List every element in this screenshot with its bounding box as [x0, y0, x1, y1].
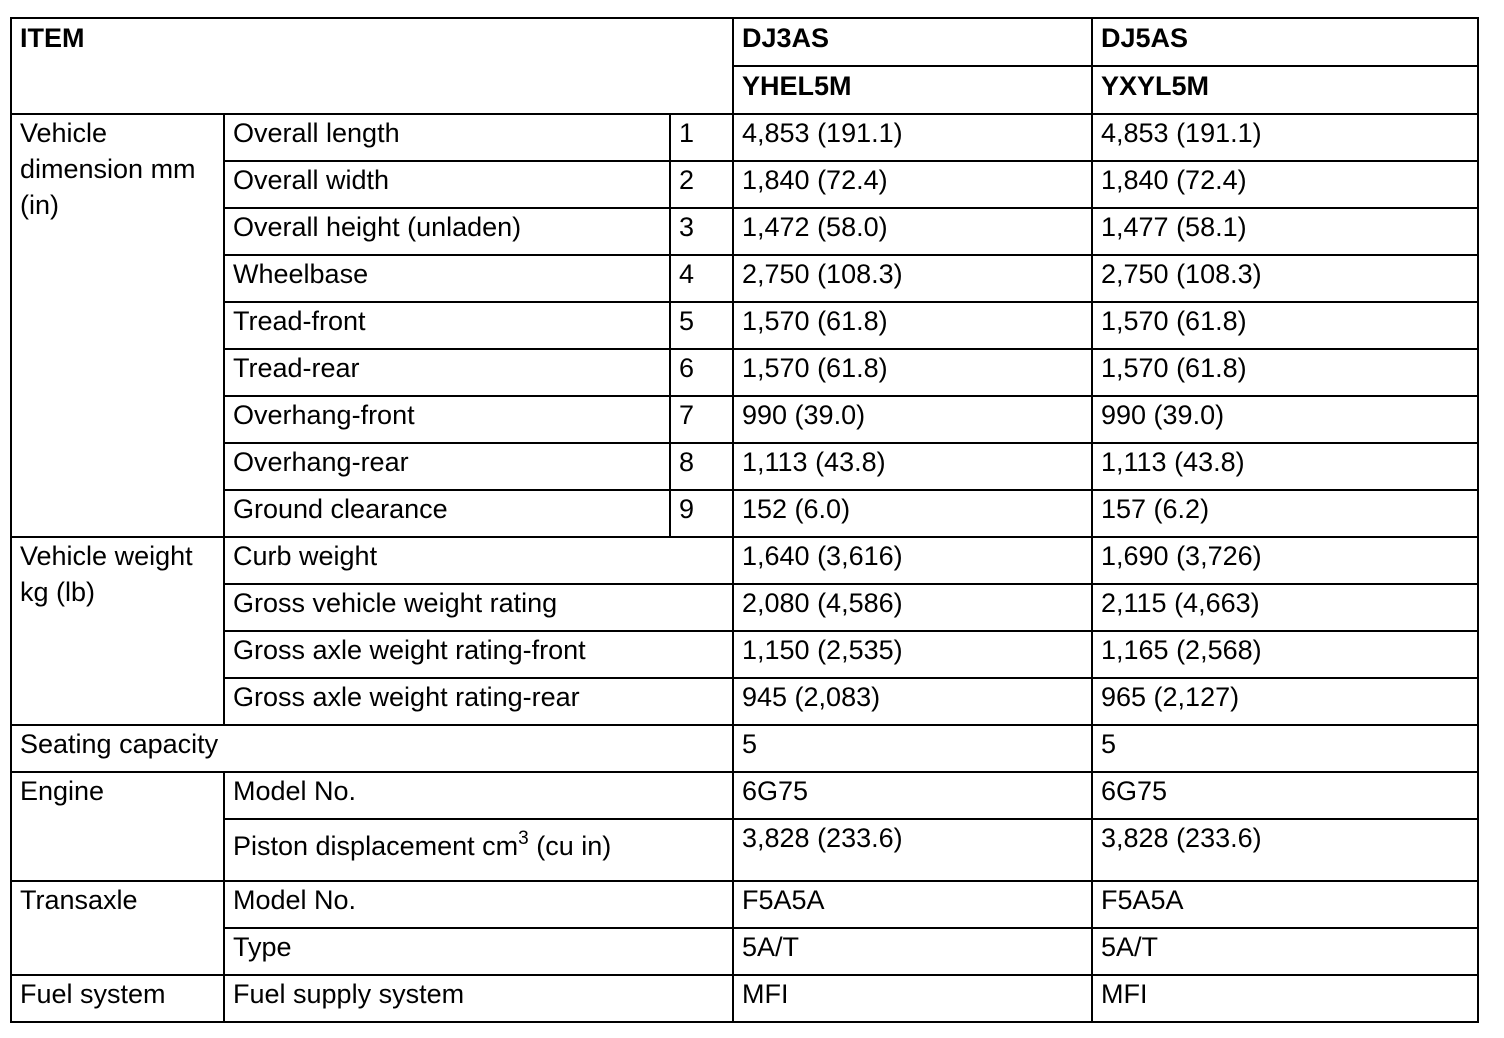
table-row: [11, 161, 1478, 208]
value-model-2: F5A5A: [1092, 881, 1478, 928]
value-model-1: 1,472 (58.0): [733, 208, 1092, 255]
row-label: Overhang-rear: [224, 443, 670, 490]
value-model-2: 1,570 (61.8): [1092, 349, 1478, 396]
value-model-2: 990 (39.0): [1092, 396, 1478, 443]
value-model-1: 1,570 (61.8): [733, 302, 1092, 349]
displacement-label: Piston displacement cm: [233, 831, 519, 861]
row-label: Gross vehicle weight rating: [224, 584, 733, 631]
item-header: ITEM: [11, 18, 733, 114]
value-model-2: 157 (6.2): [1092, 490, 1478, 537]
table-row: [11, 975, 1478, 1022]
transaxle-group-label: Transaxle: [11, 881, 224, 975]
value-model-1: 945 (2,083): [733, 678, 1092, 725]
table-row: [11, 631, 1478, 678]
header-row: [11, 18, 1478, 66]
value-model-1: 5: [733, 725, 1092, 772]
row-label: Overall width: [224, 161, 670, 208]
value-model-1: 990 (39.0): [733, 396, 1092, 443]
row-label: Type: [224, 928, 733, 975]
value-model-1: 2,080 (4,586): [733, 584, 1092, 631]
seating-capacity-label: Seating capacity: [11, 725, 733, 772]
table-row: [11, 302, 1478, 349]
unit-superscript: 3: [518, 828, 529, 849]
value-model-2: 1,113 (43.8): [1092, 443, 1478, 490]
row-number: 6: [670, 349, 733, 396]
value-model-1: 5A/T: [733, 928, 1092, 975]
row-number: 9: [670, 490, 733, 537]
row-label: Overall length: [224, 114, 670, 161]
table-row: [11, 255, 1478, 302]
table-row: [11, 443, 1478, 490]
weight-group-label: Vehicle weight kg (lb): [11, 537, 224, 725]
value-model-2: 6G75: [1092, 772, 1478, 819]
row-label: Tread-rear: [224, 349, 670, 396]
value-model-1: 1,113 (43.8): [733, 443, 1092, 490]
value-model-2: 1,570 (61.8): [1092, 302, 1478, 349]
row-label: [224, 819, 733, 881]
value-model-1: 152 (6.0): [733, 490, 1092, 537]
row-number: 4: [670, 255, 733, 302]
value-model-1: 1,840 (72.4): [733, 161, 1092, 208]
value-model-2: 1,690 (3,726): [1092, 537, 1478, 584]
value-model-1: 2,750 (108.3): [733, 255, 1092, 302]
displacement-unit: (cu in): [528, 831, 612, 861]
row-label: Model No.: [224, 881, 733, 928]
value-model-2: 5A/T: [1092, 928, 1478, 975]
table-row: [11, 881, 1478, 928]
table-row: [11, 396, 1478, 443]
row-number: 5: [670, 302, 733, 349]
model-variant-2: YXYL5M: [1092, 66, 1478, 114]
value-model-2: 965 (2,127): [1092, 678, 1478, 725]
dimension-group-label: Vehicle dimension mm (in): [11, 114, 224, 537]
row-label: Wheelbase: [224, 255, 670, 302]
row-label: Tread-front: [224, 302, 670, 349]
table-row: [11, 584, 1478, 631]
row-label: Ground clearance: [224, 490, 670, 537]
table-row: [11, 490, 1478, 537]
row-number: 3: [670, 208, 733, 255]
row-label: Curb weight: [224, 537, 733, 584]
model-variant-1: YHEL5M: [733, 66, 1092, 114]
model-code-1: DJ3AS: [733, 18, 1092, 66]
value-model-1: 3,828 (233.6): [733, 819, 1092, 881]
value-model-2: 1,165 (2,568): [1092, 631, 1478, 678]
row-label: Fuel supply system: [224, 975, 733, 1022]
fuel-group-label: Fuel system: [11, 975, 224, 1022]
row-label: Overall height (unladen): [224, 208, 670, 255]
row-label: Gross axle weight rating-rear: [224, 678, 733, 725]
table-row: [11, 208, 1478, 255]
value-model-1: 1,640 (3,616): [733, 537, 1092, 584]
value-model-2: 1,840 (72.4): [1092, 161, 1478, 208]
table-row: [11, 928, 1478, 975]
value-model-2: 1,477 (58.1): [1092, 208, 1478, 255]
specifications-table: [10, 17, 1479, 1023]
row-number: 1: [670, 114, 733, 161]
table-row: [11, 772, 1478, 819]
row-number: 2: [670, 161, 733, 208]
row-number: 8: [670, 443, 733, 490]
value-model-1: 1,570 (61.8): [733, 349, 1092, 396]
model-code-2: DJ5AS: [1092, 18, 1478, 66]
value-model-1: 1,150 (2,535): [733, 631, 1092, 678]
value-model-2: MFI: [1092, 975, 1478, 1022]
value-model-2: 4,853 (191.1): [1092, 114, 1478, 161]
value-model-1: MFI: [733, 975, 1092, 1022]
row-label: Overhang-front: [224, 396, 670, 443]
table-row: [11, 819, 1478, 881]
table-row: [11, 678, 1478, 725]
table-row: [11, 114, 1478, 161]
row-number: 7: [670, 396, 733, 443]
table-row: [11, 537, 1478, 584]
value-model-2: 2,115 (4,663): [1092, 584, 1478, 631]
value-model-1: 6G75: [733, 772, 1092, 819]
value-model-2: 3,828 (233.6): [1092, 819, 1478, 881]
value-model-2: 5: [1092, 725, 1478, 772]
table-row: [11, 349, 1478, 396]
engine-group-label: Engine: [11, 772, 224, 881]
row-label: Model No.: [224, 772, 733, 819]
row-label: Gross axle weight rating-front: [224, 631, 733, 678]
value-model-2: 2,750 (108.3): [1092, 255, 1478, 302]
table-row: [11, 725, 1478, 772]
value-model-1: 4,853 (191.1): [733, 114, 1092, 161]
value-model-1: F5A5A: [733, 881, 1092, 928]
